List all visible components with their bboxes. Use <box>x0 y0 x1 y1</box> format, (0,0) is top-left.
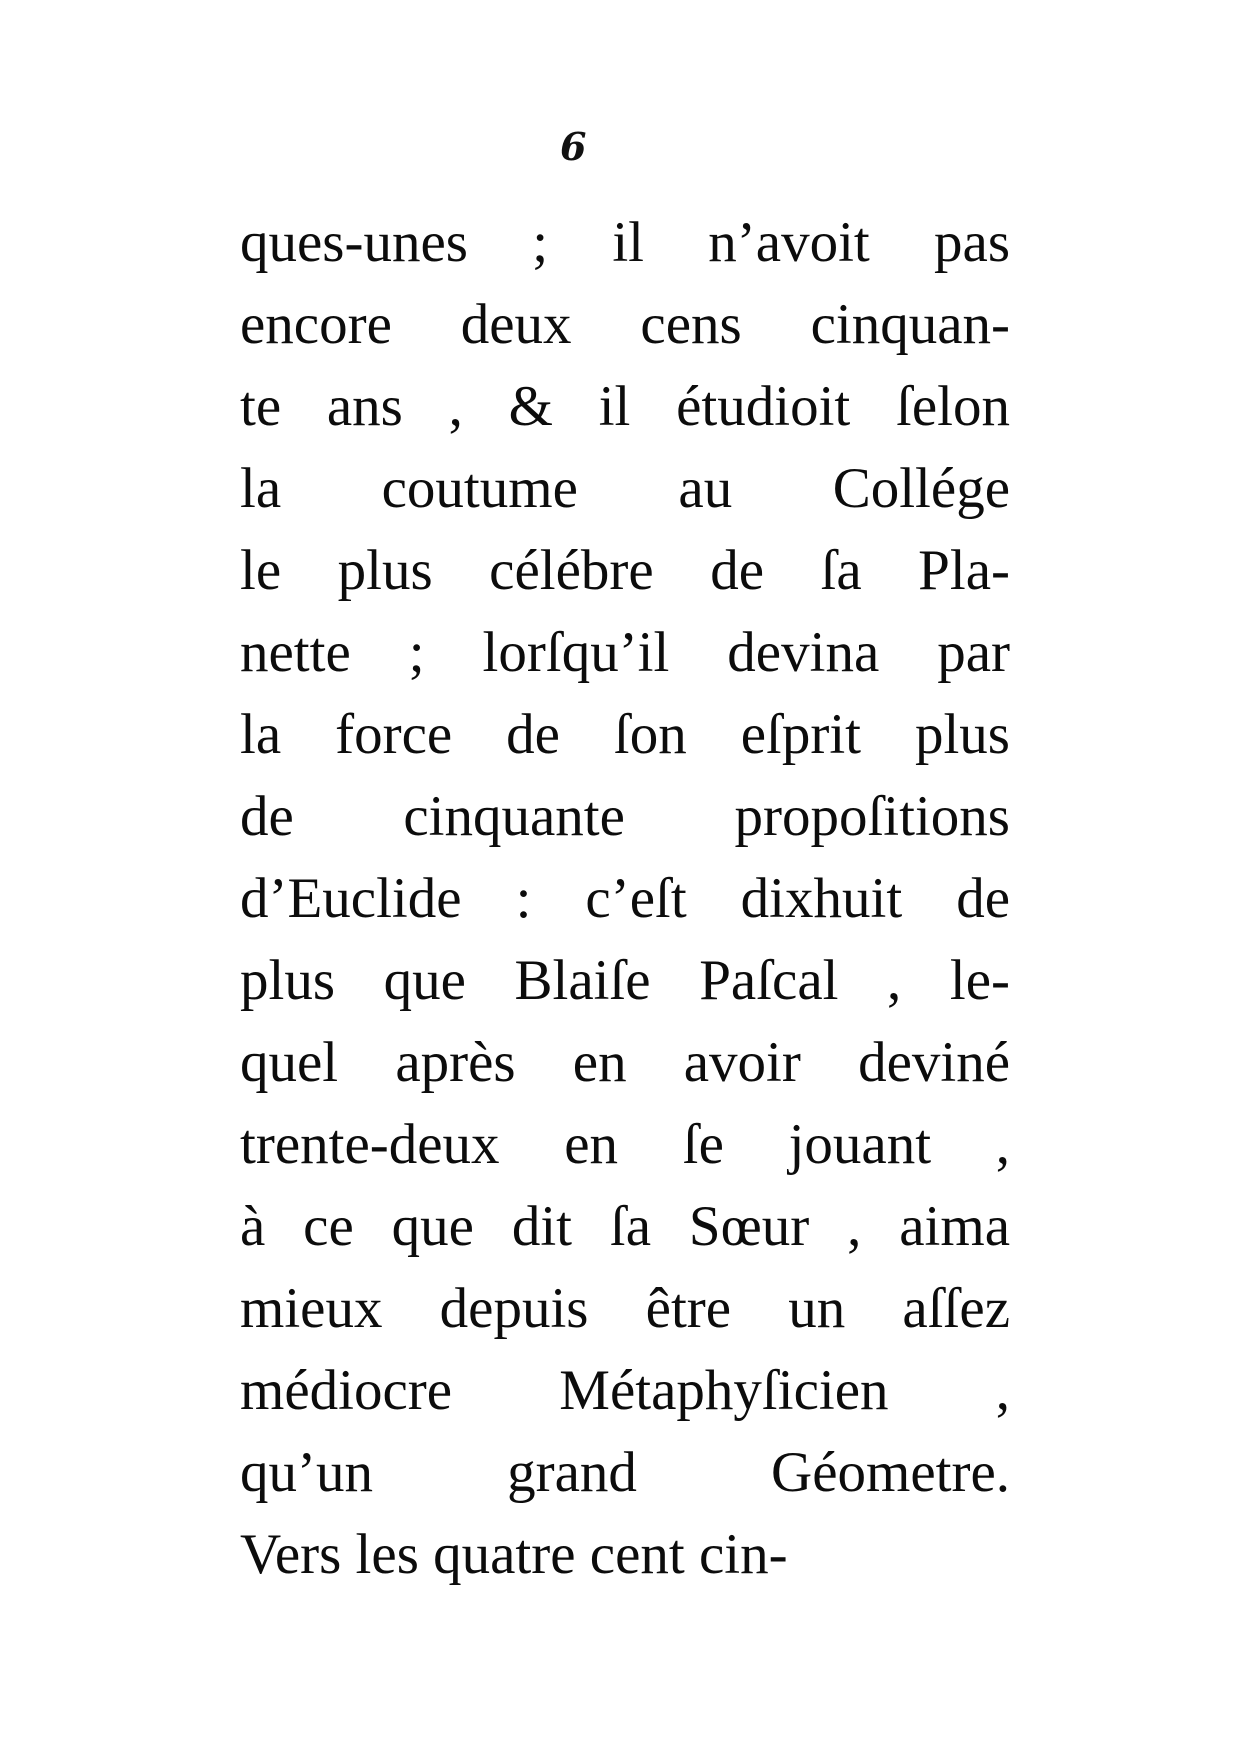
text-line: encore deux cens cinquan- <box>240 293 1010 356</box>
text-line: de cinquante propoſitions <box>240 785 1010 848</box>
text-line: qu’un grand Géometre. <box>240 1441 1010 1504</box>
text-line: médiocre Métaphyſicien , <box>240 1359 1010 1422</box>
text-line: nette ; lorſqu’il devina par <box>240 621 1010 684</box>
text-line: ques-unes ; il n’avoit pas <box>240 211 1010 274</box>
text-line: plus que Blaiſe Paſcal , le- <box>240 949 1010 1012</box>
text-line: trente-deux en ſe jouant , <box>240 1113 1010 1176</box>
body-text <box>240 202 1010 1596</box>
text-line: te ans , & il étudioit ſelon <box>240 375 1010 438</box>
page-number: 6 <box>560 124 587 169</box>
text-line: la force de ſon eſprit plus <box>240 703 1010 766</box>
text-line: à ce que dit ſa Sœur , aima <box>240 1195 1010 1258</box>
text-line: mieux depuis être un aſſez <box>240 1277 1010 1340</box>
text-line: le plus célébre de ſa Pla- <box>240 539 1010 602</box>
text-line: d’Euclide : c’eſt dixhuit de <box>240 867 1010 930</box>
text-line: Vers les quatre cent cin- <box>240 1523 788 1586</box>
text-line: la coutume au Collége <box>240 457 1010 520</box>
text-line: quel après en avoir deviné <box>240 1031 1010 1094</box>
